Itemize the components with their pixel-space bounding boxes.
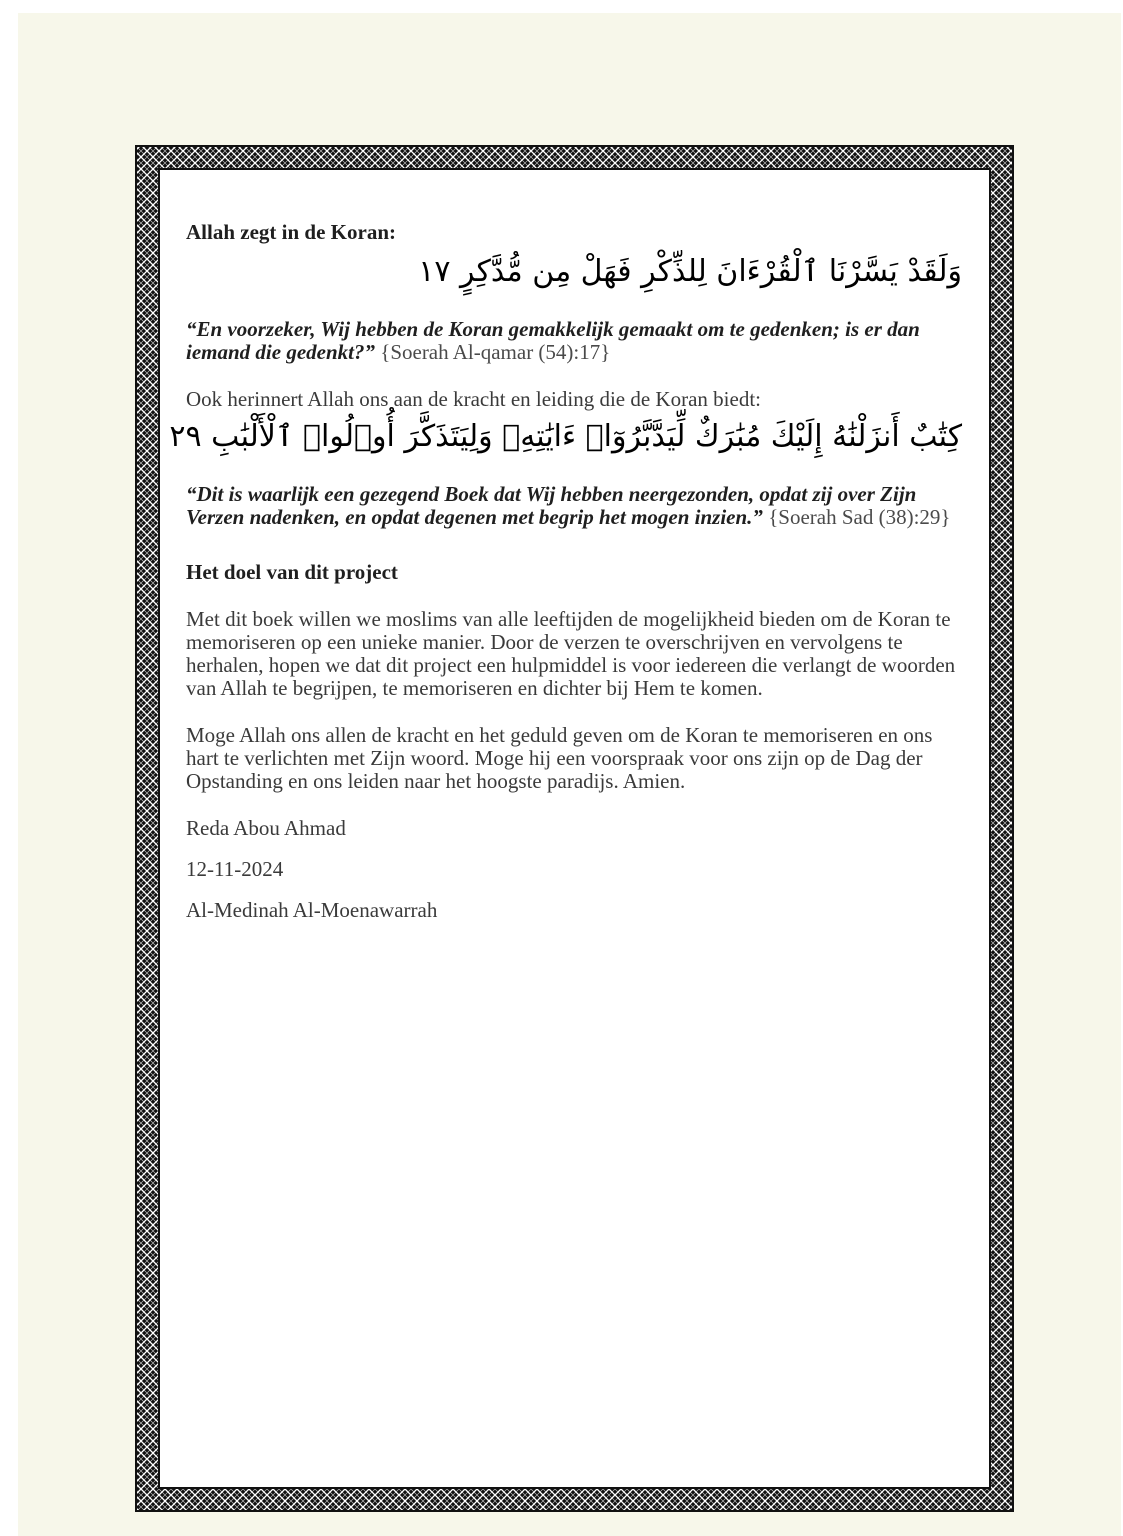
place: Al-Medinah Al-Moenawarrah xyxy=(186,898,438,922)
body-paragraph-1: Met dit boek willen we moslims van alle leeftijden de mogelijkheid bieden om de Koran te memoriseren op een unieke manier. Door de verzen te overschrijven en vervolgens te herhalen, hopen we dat dit project een hulpmiddel is voor iedereen die verlangt de woorden van Allah te begrijpen, te memoriseren en dichter bij Hem te komen. xyxy=(186,607,956,700)
verse-translation-38-29 xyxy=(186,483,962,529)
verse-arabic-54-17: وَلَقَدْ يَسَّرْنَا ٱلْقُرْءَانَ لِلذِّكْرِ فَهَلْ مِن مُّدَّكِرٍ ١٧ xyxy=(418,254,962,289)
body-paragraph-2: Moge Allah ons allen de kracht en het geduld geven om de Koran te memoriseren en ons hart te verlichten met Zijn woord. Moge hij een voorspraak voor ons zijn op de Dag der Opstanding en ons leiden naar het hoogste paradijs. Amien. xyxy=(186,723,933,793)
verse-arabic-38-29: كِتَٰبٌ أَنزَلْنَٰهُ إِلَيْكَ مُبَٰرَكٌ لِّيَدَّبَّرُوٓا۟ ءَايَٰتِهِۦ وَلِيَتَذَكَّرَ أُو۟لُوا۟ ٱلْأَلْبَٰبِ ٢٩ xyxy=(169,419,962,454)
intro-paragraph-2: Ook herinnert Allah ons aan de kracht en leiding die de Koran biedt: xyxy=(186,387,761,411)
verse-translation-54-17 xyxy=(186,318,962,364)
section-title: Het doel van dit project xyxy=(186,560,398,584)
verse-translation-text: “Dit is waarlijk een gezegend Boek dat Wij hebben neergezonden, opdat zij over Zijn Verzen nadenken, en opdat degenen met begrip het mogen inzien.” xyxy=(186,482,917,529)
page-content xyxy=(169,218,962,922)
verse-reference: {Soerah Al-qamar (54):17} xyxy=(380,340,611,364)
signature: Reda Abou Ahmad xyxy=(186,816,346,840)
date: 12-11-2024 xyxy=(186,857,284,881)
intro-heading: Allah zegt in de Koran: xyxy=(186,220,396,244)
verse-translation-text: “En voorzeker, Wij hebben de Koran gemakkelijk gemaakt om te gedenken; is er dan iemand die gedenkt?” xyxy=(186,317,920,364)
verse-reference: {Soerah Sad (38):29} xyxy=(768,505,951,529)
